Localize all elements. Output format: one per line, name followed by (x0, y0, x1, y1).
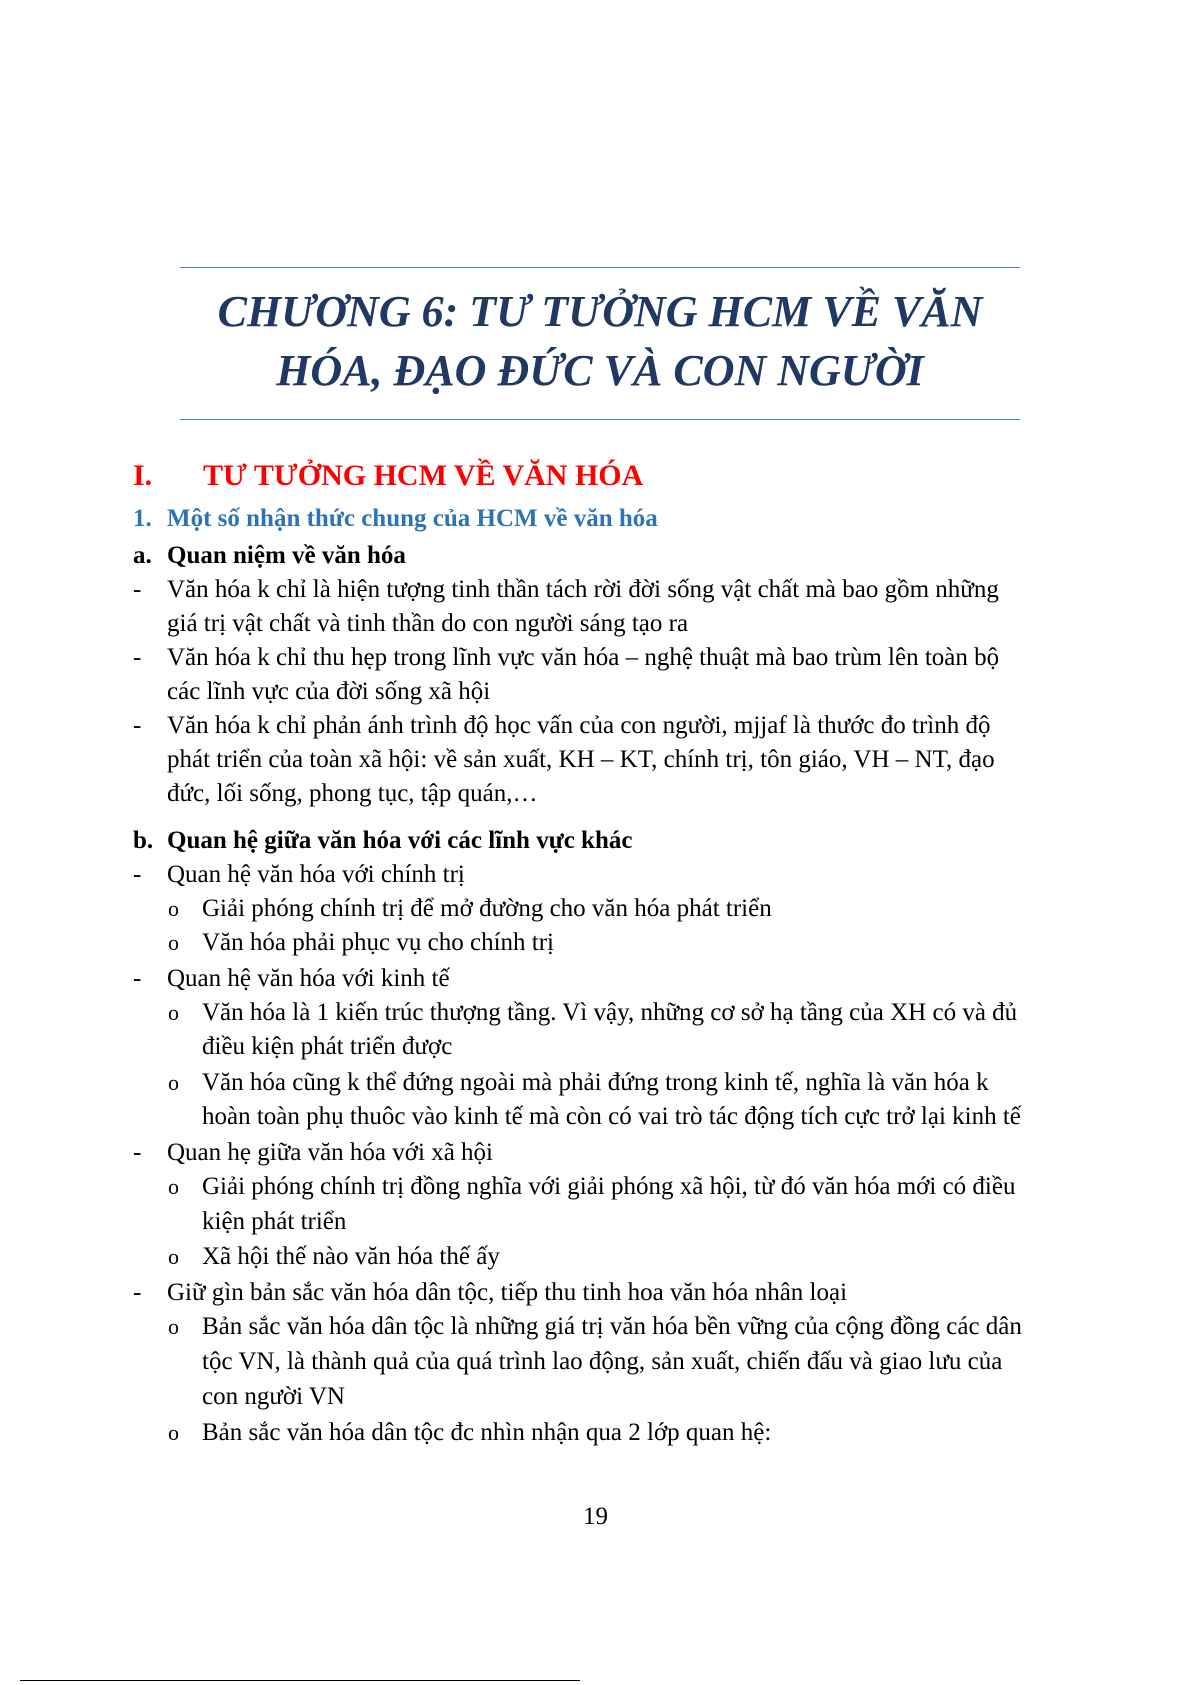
sub-bullet-circle: o (168, 1314, 179, 1339)
sub-bullet-text: Giải phóng chính trị để mở đường cho văn hóa phát triển (202, 895, 772, 922)
bullet-dash: - (133, 1279, 142, 1306)
sub-bullet-circle: o (168, 896, 179, 921)
part-b-label: b. (133, 827, 154, 854)
bullet-text: Quan hẹ giữa văn hóa với xã hội (167, 1139, 493, 1166)
bullet-dash: - (133, 576, 142, 603)
bullet-dash: - (133, 644, 142, 671)
sub-bullet-text: Giải phóng chính trị đồng nghĩa với giải phóng xã hội, từ đó văn hóa mới có điều (202, 1173, 1016, 1200)
bullet-text: đức, lối sống, phong tục, tập quán,… (167, 780, 538, 807)
bullet-text: các lĩnh vực của đời sống xã hội (167, 678, 491, 705)
bullet-text: Văn hóa k chỉ phản ánh trình độ học vấn của con người, mjjaf là thước đo trình độ (167, 712, 991, 739)
sub-bullet-text: Xã hội thế nào văn hóa thế ấy (202, 1243, 500, 1270)
bullet-dash: - (133, 965, 142, 992)
sub-bullet-text: Bản sắc văn hóa dân tộc đc nhìn nhận qua 2 lớp quan hệ: (202, 1419, 772, 1446)
sub-bullet-text: điều kiện phát triển được (202, 1033, 453, 1060)
bullet-text: Văn hóa k chỉ thu hẹp trong lĩnh vực văn hóa – nghệ thuật mà bao trùm lên toàn bộ (167, 644, 1000, 671)
sub-bullet-text: hoàn toàn phụ thuôc vào kinh tế mà còn có vai trò tác động tích cực trở lại kinh tế (202, 1103, 1021, 1130)
bullet-dash: - (133, 861, 142, 888)
bullet-dash: - (133, 1139, 142, 1166)
sub-bullet-circle: o (168, 1174, 179, 1199)
sub-bullet-text: tộc VN, là thành quả của quá trình lao động, sản xuất, chiến đấu và giao lưu của (202, 1348, 1003, 1375)
chapter-title-line-1: CHƯƠNG 6: TƯ TƯỞNG HCM VỀ VĂN (217, 287, 983, 336)
section-heading: TƯ TƯỞNG HCM VỀ VĂN HÓA (203, 459, 644, 492)
part-b-heading: Quan hệ giữa văn hóa với các lĩnh vực khác (167, 827, 633, 854)
sub-bullet-text: con người VN (202, 1383, 345, 1410)
sub-bullet-circle: o (168, 1244, 179, 1269)
bullet-text: Quan hệ văn hóa với chính trị (167, 861, 465, 888)
sub-bullet-text: Văn hóa phải phục vụ cho chính trị (202, 929, 554, 956)
subsection-number: 1. (133, 505, 152, 532)
chapter-title (150, 282, 1050, 400)
subsection-heading: Một số nhận thức chung của HCM về văn hóa (167, 505, 658, 532)
sub-bullet-circle: o (168, 930, 179, 955)
footer-rule (20, 1680, 580, 1681)
bullet-text: giá trị vật chất và tinh thần do con người sáng tạo ra (167, 610, 689, 637)
sub-bullet-text: Văn hóa cũng k thể đứng ngoài mà phải đứng trong kinh tế, nghĩa là văn hóa k (202, 1069, 989, 1096)
sub-bullet-text: Văn hóa là 1 kiến trúc thượng tầng. Vì vậy, những cơ sở hạ tầng của XH có và đủ (202, 999, 1018, 1026)
bullet-text: Văn hóa k chỉ là hiện tượng tinh thần tách rời đời sống vật chất mà bao gồm những (167, 576, 999, 603)
title-bottom-rule (180, 419, 1020, 420)
bullet-text: phát triển của toàn xã hội: về sản xuất, KH – KT, chính trị, tôn giáo, VH – NT, đạo (167, 746, 995, 773)
chapter-title-line-2: HÓA, ĐẠO ĐỨC VÀ CON NGƯỜI (276, 346, 924, 395)
sub-bullet-text: Bản sắc văn hóa dân tộc là những giá trị văn hóa bền vững của cộng đồng các dân (202, 1313, 1022, 1340)
bullet-text: Giữ gìn bản sắc văn hóa dân tộc, tiếp thu tinh hoa văn hóa nhân loại (167, 1279, 848, 1306)
bullet-dash: - (133, 712, 142, 739)
sub-bullet-text: kiện phát triển (202, 1208, 347, 1235)
title-top-rule (180, 267, 1020, 268)
part-a-heading: Quan niệm về văn hóa (167, 542, 406, 569)
section-number: I. (133, 459, 153, 492)
bullet-text: Quan hệ văn hóa với kinh tế (167, 965, 450, 992)
sub-bullet-circle: o (168, 1000, 179, 1025)
sub-bullet-circle: o (168, 1420, 179, 1445)
page-number: 19 (583, 1503, 608, 1530)
sub-bullet-circle: o (168, 1070, 179, 1095)
part-a-label: a. (133, 542, 152, 569)
